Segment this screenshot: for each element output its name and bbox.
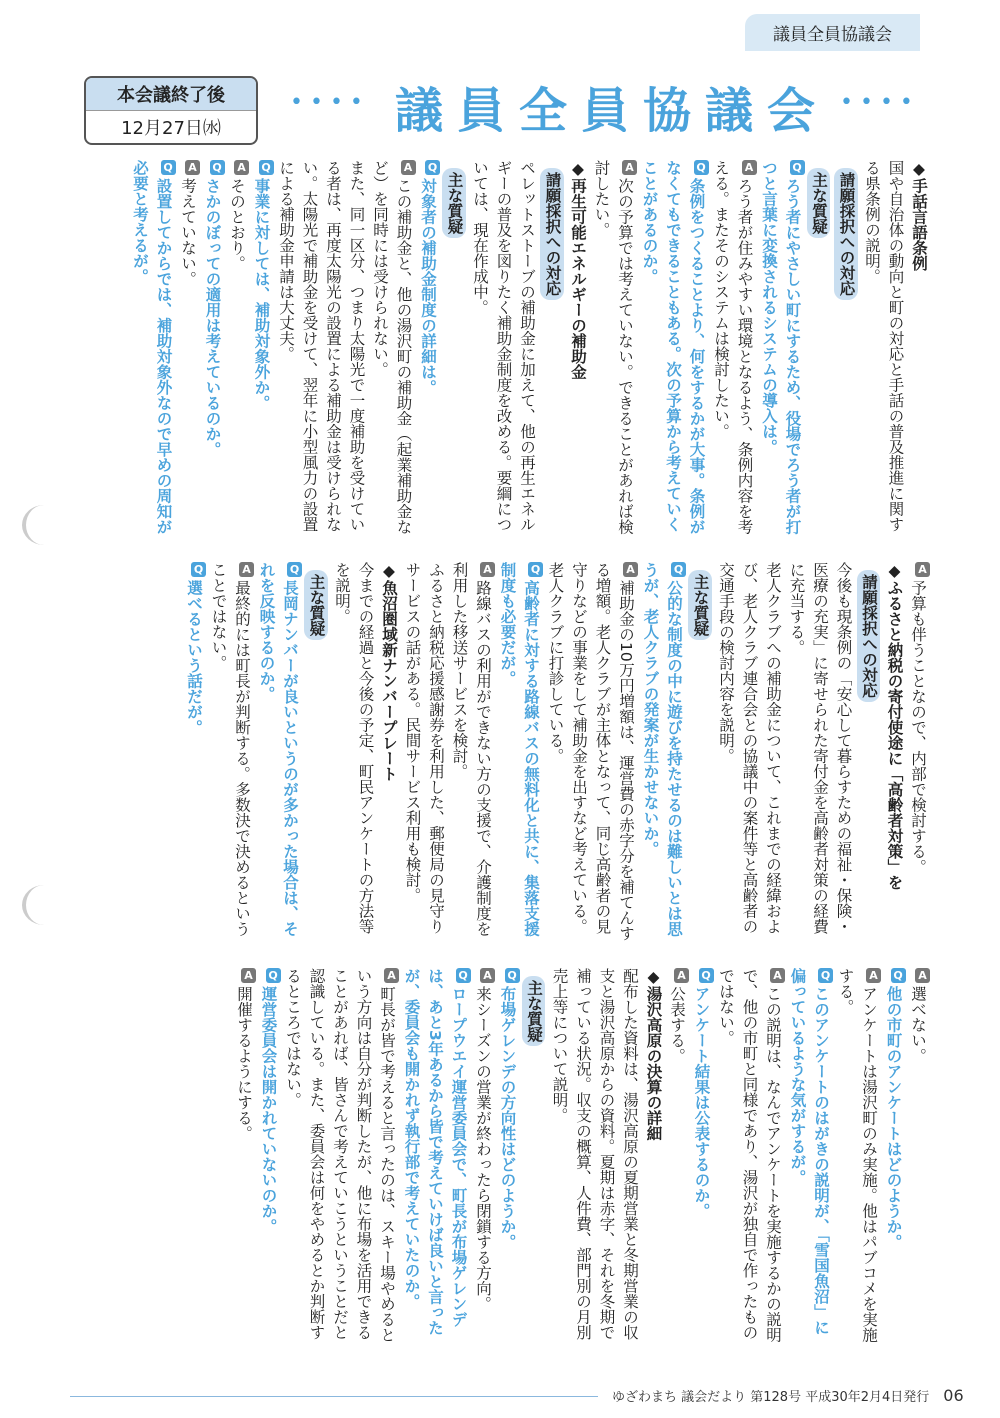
heading-renewable-energy: ◆再生可能エネルギーの補助金: [569, 160, 587, 380]
lower-section: [70, 968, 930, 1348]
q-icon: Q: [287, 562, 302, 577]
binder-hole: [22, 505, 66, 545]
question: 運営委員会は開かれていないのか。: [259, 986, 278, 1234]
title-dots-right: ••••: [840, 90, 920, 115]
text: ペレットストーブの補助金に加えて、他の再生エネルギーの普及を図りたく補助金制度を改める。要綱については、現在作成中。: [471, 160, 536, 532]
q-icon: Q: [191, 562, 206, 577]
badge-line1: 本会議終了後: [86, 78, 256, 111]
subheading: 主な質疑: [442, 168, 466, 238]
a-icon: A: [234, 160, 249, 175]
middle-section: [70, 562, 930, 947]
answer: 町長が皆で考えると言ったのは、スキー場やめるという方向は自分が判断したが、他に布場を活用できることがあれば、皆さんで考えていこうということだと認識している。また、委員会は何をやめるとか判断するところではない。: [284, 968, 396, 1343]
q-icon: Q: [456, 968, 471, 983]
question: アンケート結果は公表するのか。: [692, 986, 711, 1219]
answer: 来シーズンの営業が終わったら閉鎖する方向。: [474, 986, 492, 1312]
a-icon: A: [674, 968, 689, 983]
subheading: 主な質疑: [807, 168, 831, 238]
a-icon: A: [622, 160, 637, 175]
answer: 考えていない。: [179, 178, 197, 287]
answer: 開催するようにする。: [235, 986, 253, 1141]
q-icon: Q: [259, 160, 274, 175]
answer: この補助金と、他の湯沢町の補助金（起業補助金など）を同時には受けられない。: [371, 160, 413, 535]
answer: 最終的には町長が判断する。多数決で決めるということではない。: [209, 562, 251, 937]
upper-section: [70, 160, 930, 540]
answer: 選べない。: [909, 986, 927, 1064]
question: ロープウエイ運営委員会で、町長が布場ゲレンデは、あと3年あるから皆で考えていけば良いと言ったが、委員会も開かれず執行部で考えていたのか。: [402, 968, 468, 1336]
question: ろう者にやさしい町にするため、役場でろう者が打つと言葉に変換されるシステムの導入は。: [760, 160, 802, 535]
subheading: 請願採択への対応: [834, 168, 858, 300]
section-tab: 議員全員協議会: [745, 14, 920, 51]
question: 布場ゲレンデの方向性はどのようか。: [498, 986, 517, 1250]
text: また、同一区分、つまり太陽光で一度補助を受けている者は、再度太陽光の設置による補助金は受けられない。太陽光で補助金を受けて、翌年に小型風力の設置による補助金申請は大丈夫。: [277, 160, 366, 532]
a-icon: A: [239, 562, 254, 577]
q-icon: Q: [694, 160, 709, 175]
title-dots-left: ••••: [290, 90, 370, 115]
text: 国や自治体の動向と町の対応と手話の普及推進に関する県条例の説明。: [863, 160, 905, 532]
q-icon: Q: [425, 160, 440, 175]
question: 設置してからでは、補助対象外なので早めの周知が必要と考えるが。: [131, 160, 173, 535]
question: 他の市町のアンケートはどのようか。: [884, 986, 903, 1250]
question: このアンケートのはがきの説明が、「雪国魚沼」に偏っているような気がするが。: [788, 968, 830, 1335]
heading-furusato-tax: ◆ふるさと納税の寄付使途に「高齢者対策」を: [885, 562, 904, 890]
page-title: 議員全員協議会: [395, 83, 830, 139]
footer: [612, 1386, 964, 1405]
answer: 予算も伴うことなので、内部で検討する。: [909, 580, 927, 875]
answer: 補助金の10万円増額は、運営費の赤字分を補てんする増額。老人クラブが主体となって、同じ高齢者の見守りなどの事業をして補助金を出すなど考えている。老人クラブに打診している。: [546, 562, 635, 941]
a-icon: A: [623, 562, 638, 577]
question: 選べるという話だが。: [185, 580, 203, 735]
q-icon: Q: [528, 562, 543, 577]
question: 公的な制度の中に遊びを持たせるのは難しいとは思うが、老人クラブの発案が生かせないか。: [641, 562, 683, 937]
q-icon: Q: [699, 968, 714, 983]
a-icon: A: [915, 968, 930, 983]
answer: そのとおり。: [228, 178, 246, 271]
q-icon: Q: [891, 968, 906, 983]
a-icon: A: [401, 160, 416, 175]
q-icon: Q: [505, 968, 520, 983]
q-icon: Q: [161, 160, 176, 175]
a-icon: A: [480, 562, 495, 577]
answer: 路線バスの利用ができない方の支援で、介護制度を利用した移送サービスを検討。: [450, 562, 492, 937]
date-badge: [84, 76, 258, 145]
question: さかのぼっての適用は考えているのか。: [203, 178, 222, 457]
subheading: 主な質疑: [688, 570, 712, 640]
subheading: 主な質疑: [522, 976, 546, 1046]
q-icon: Q: [210, 160, 225, 175]
subheading: 主な質疑: [304, 570, 328, 640]
answer: この説明は、なんでアンケートを実施するかの説明で、他の市町と同様であり、湯沢が独自で作ったものではない。: [717, 968, 782, 1343]
subheading: 請願採択への対応: [540, 168, 564, 300]
publication-info: ゆざわまち 議会だより 第128号 平成30年2月4日発行: [612, 1390, 930, 1405]
badge-line2: 12月27日㈬: [121, 118, 221, 139]
answer: 公表する。: [668, 986, 686, 1064]
heading-yuzawa-kogen: ◆湯沢高原の決算の詳細: [644, 968, 663, 1141]
page-number: 06: [943, 1386, 964, 1405]
heading-sign-language: ◆手話言語条例: [910, 160, 928, 271]
text: 今までの経過と今後の予定、町民アンケートの方法等を説明。: [333, 562, 375, 934]
a-icon: A: [742, 160, 757, 175]
question: 高齢者に対する路線バスの無料化と共に、集落支援制度も必要だが。: [498, 562, 540, 937]
q-icon: Q: [818, 968, 833, 983]
footer-rule: [70, 1396, 598, 1397]
q-icon: Q: [266, 968, 281, 983]
a-icon: A: [185, 160, 200, 175]
heading-number-plate: ◆魚沼圏域新ナンバープレート: [380, 562, 398, 782]
binder-hole: [22, 885, 66, 925]
question: 対象者の補助金制度の詳細は。: [419, 178, 437, 395]
text: ふるさと納税応援感謝券を利用した、郵便局の見守りサービスの話がある。民間サービス利用も検討。: [403, 562, 445, 934]
a-icon: A: [241, 968, 256, 983]
q-icon: Q: [671, 562, 686, 577]
answer: ろう者が住みやすい環境となるよう、条例内容を考える。またそのシステムは検討したい。: [712, 160, 754, 535]
text: 配布した資料は、湯沢高原の夏期営業と冬期営業の収支と湯沢高原からの資料。夏期は赤字、それを冬期で補っている状況。収支の概算、人件費、部門別の月別売上等について説明。: [550, 968, 639, 1340]
text: 今後も現条例の「安心して暮らすための福祉・保険・医療の充実」に寄せられた寄付金を高齢者対策の経費に充当する。: [787, 562, 853, 934]
a-icon: A: [866, 968, 881, 983]
q-icon: Q: [790, 160, 805, 175]
a-icon: A: [770, 968, 785, 983]
question: 事業に対しては、補助対象外か。: [252, 178, 271, 411]
answer: 次の予算では考えていない。できることがあれば検討したい。: [592, 160, 634, 535]
a-icon: A: [384, 968, 399, 983]
text: 老人クラブへの補助金について、これまでの経緯および、老人クラブ連合会との協議中の案件等と高齢者の交通手段の検討内容を説明。: [717, 562, 782, 934]
a-icon: A: [915, 562, 930, 577]
a-icon: A: [480, 968, 495, 983]
question: 長岡ナンバーが良いというのが多かった場合は、それを反映するのか。: [257, 562, 299, 937]
subheading: 請願採択への対応: [857, 570, 881, 702]
answer: アンケートは湯沢町のみ実施。他はパブコメを実施する。: [836, 968, 878, 1343]
question: 条例をつくることより、何をするかが大事。条例がなくてもできることもある。次の予算から考えていくことがあるのか。: [640, 160, 706, 535]
